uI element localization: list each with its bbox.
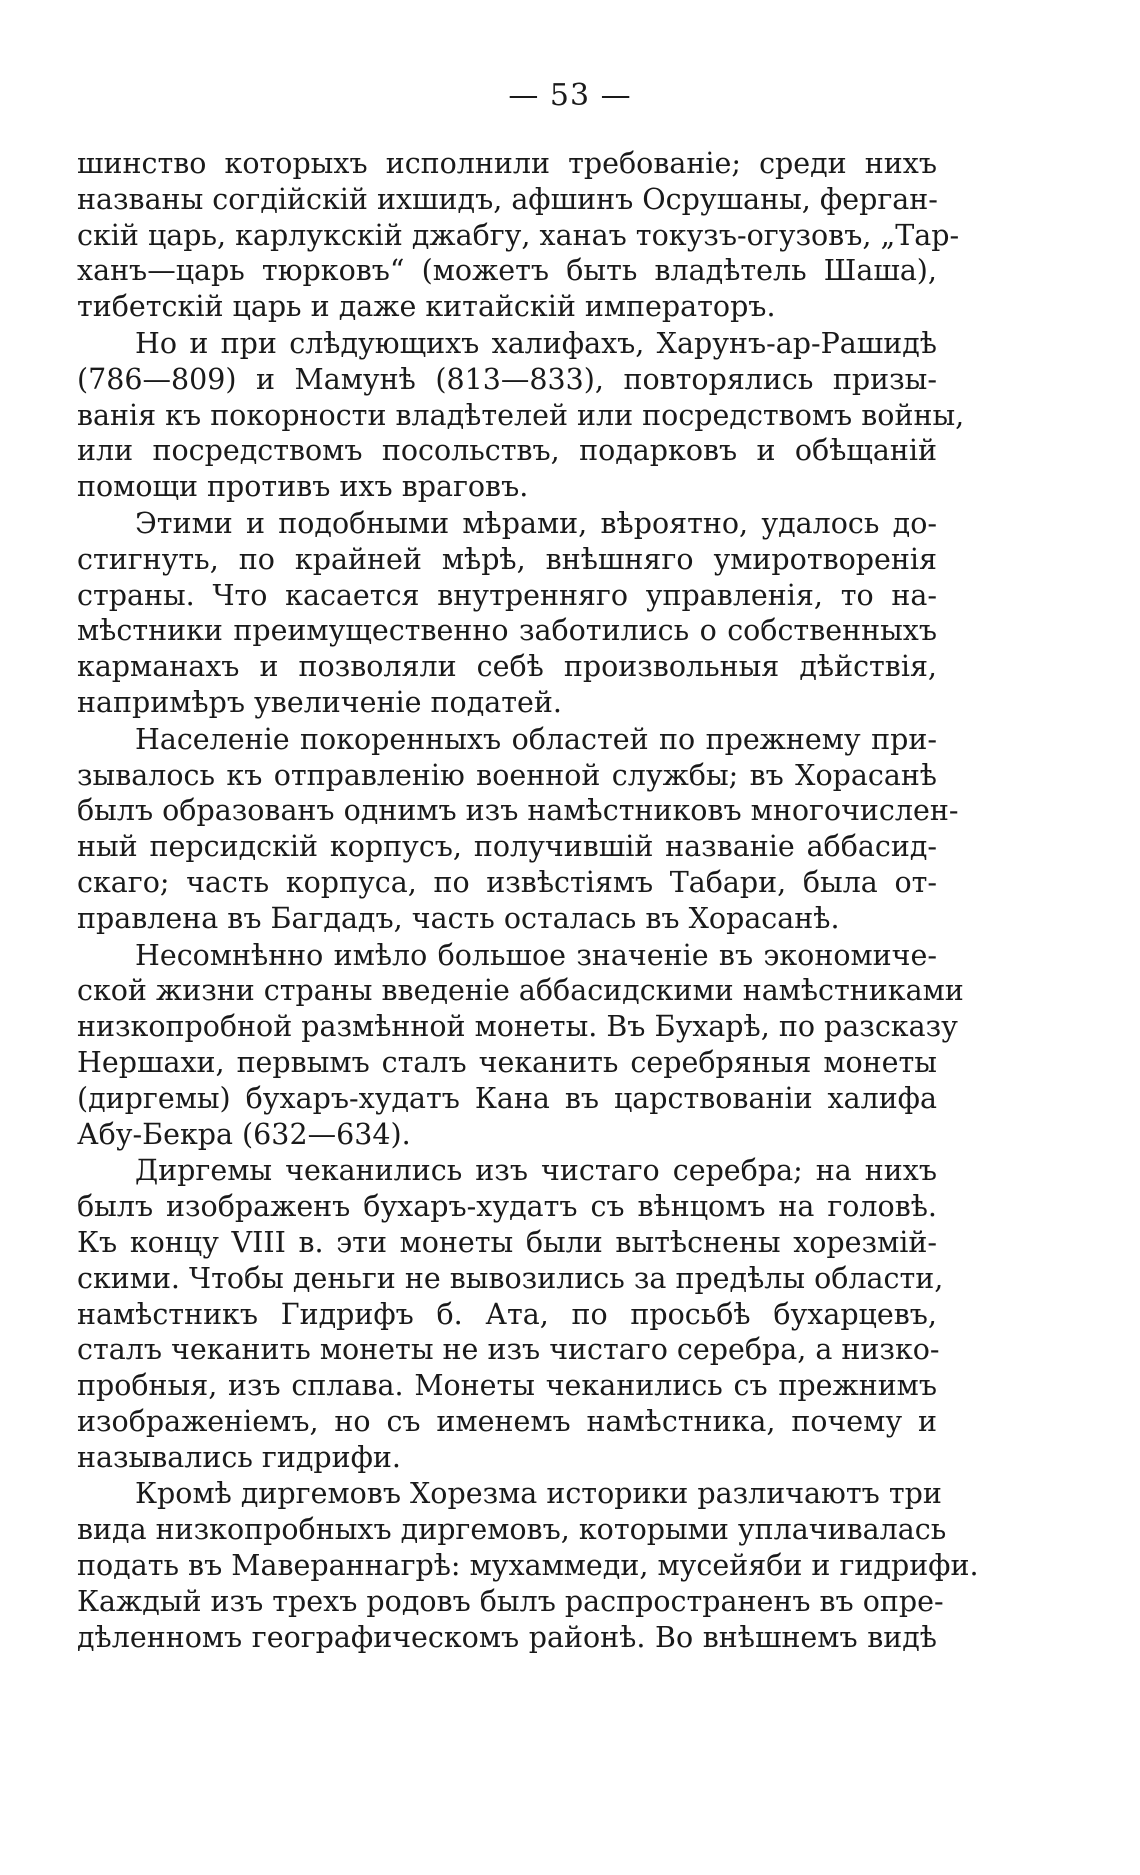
text-line: дѣленномъ географическомъ районѣ. Во внѣшнемъ видѣ <box>77 1620 937 1654</box>
text-line: скаго; часть корпуса, по извѣстіямъ Табари, была от- <box>77 865 937 899</box>
text-line: зывалось къ отправленію военной службы; въ Хорасанѣ <box>77 758 937 792</box>
text-line: ской жизни страны введеніе аббасидскими намѣстниками <box>77 974 964 1008</box>
text-line: Этими и подобными мѣрами, вѣроятно, удалось до- <box>135 506 937 540</box>
paragraph <box>77 1476 979 1655</box>
text-line: помощи противъ ихъ враговъ. <box>77 470 529 504</box>
text-line: тибетскій царь и даже китайскій императоръ. <box>77 290 776 324</box>
text-line: Несомнѣнно имѣло большое значеніе въ экономиче- <box>135 938 937 972</box>
text-line: напримѣръ увеличеніе податей. <box>77 685 562 719</box>
paragraph <box>77 146 960 325</box>
text-line: изображеніемъ, но съ именемъ намѣстника, почему и <box>77 1404 937 1438</box>
text-line: названы согдійскій ихшидъ, афшинъ Осрушаны, ферган- <box>77 182 938 216</box>
paragraph <box>77 722 959 937</box>
text-line: скій царь, карлукскій джабгу, ханаъ токузъ-огузовъ, „Тар- <box>77 218 960 252</box>
text-line: шинство которыхъ исполнили требованіе; среди нихъ <box>77 147 937 180</box>
text-line: былъ изображенъ бухаръ-худатъ съ вѣнцомъ на головѣ. <box>77 1190 937 1224</box>
text-line: (диргемы) бухаръ-худатъ Кана въ царствованіи халифа <box>77 1081 937 1115</box>
text-line: назывались гидрифи. <box>77 1440 401 1474</box>
text-line: Но и при слѣдующихъ халифахъ, Харунъ-ар-Рашидѣ <box>135 326 937 360</box>
text-line: скими. Чтобы деньги не вывозились за предѣлы области, <box>77 1261 944 1295</box>
text-line: Каждый изъ трехъ родовъ былъ распространенъ въ опре- <box>77 1584 944 1618</box>
paragraph <box>77 506 937 721</box>
text-line: вида низкопробныхъ диргемовъ, которыми уплачивалась <box>77 1513 947 1547</box>
paragraph <box>77 1153 944 1475</box>
text-line: намѣстникъ Гидрифъ б. Ата, по просьбѣ бухарцевъ, <box>77 1297 937 1331</box>
text-line: Къ концу VIII в. эти монеты были вытѣснены хорезмій- <box>77 1225 937 1259</box>
text-line: (786—809) и Мамунѣ (813—833), повторялись призы- <box>77 362 937 396</box>
text-line: ванія къ покорности владѣтелей или посредствомъ войны, <box>77 398 965 432</box>
text-line: ханъ—царь тюрковъ“ (можетъ быть владѣтель Шаша), <box>77 254 937 288</box>
text-line: или посредствомъ посольствъ, подарковъ и обѣщаній <box>77 434 937 468</box>
paragraph <box>77 326 965 505</box>
text-line: мѣстники преимущественно заботились о собственныхъ <box>77 614 937 648</box>
text-line: Диргемы чеканились изъ чистаго серебра; на нихъ <box>135 1154 937 1188</box>
text-line: пробныя, изъ сплава. Монеты чеканились съ прежнимъ <box>77 1369 937 1403</box>
text-line: Нершахи, первымъ сталъ чеканить серебряныя монеты <box>77 1045 937 1079</box>
text-line: карманахъ и позволяли себѣ произвольныя дѣйствія, <box>77 650 937 684</box>
text-line: былъ образованъ однимъ изъ намѣстниковъ многочислен- <box>77 794 959 828</box>
text-line: сталъ чеканить монеты не изъ чистаго серебра, а низко- <box>77 1333 940 1367</box>
text-line: Населеніе покоренныхъ областей по прежнему при- <box>135 722 937 756</box>
text-body <box>77 146 979 1656</box>
text-line: Кромѣ диргемовъ Хорезма историки различаютъ три <box>135 1477 942 1511</box>
text-line: Абу-Бекра (632—634). <box>77 1117 411 1151</box>
paragraph <box>77 938 964 1153</box>
text-line: ный персидскій корпусъ, получившій названіе аббасид- <box>77 830 937 864</box>
text-line: низкопробной размѣнной монеты. Въ Бухарѣ, по разсказу <box>77 1010 958 1044</box>
text-line: правлена въ Багдадъ, часть осталась въ Хорасанѣ. <box>77 901 840 935</box>
text-line: подать въ Мавераннагрѣ: мухаммеди, мусейяби и гидрифи. <box>77 1549 979 1583</box>
page-number: — 53 — <box>508 78 632 113</box>
text-line: страны. Что касается внутренняго управленія, то на- <box>77 578 937 612</box>
text-line: стигнуть, по крайней мѣрѣ, внѣшняго умиротворенія <box>77 542 937 576</box>
